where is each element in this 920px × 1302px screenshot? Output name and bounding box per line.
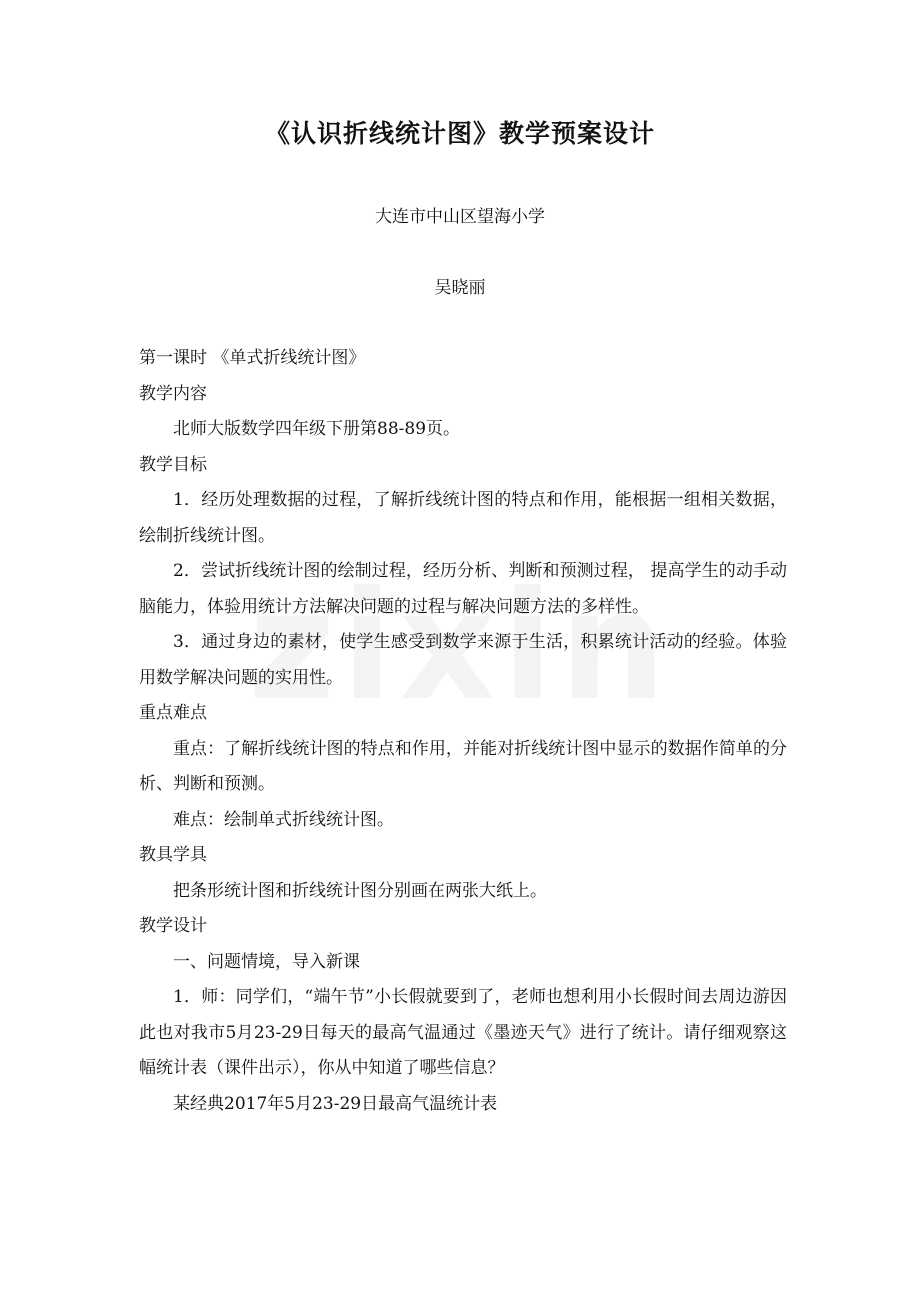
lesson-heading: 第一课时 《单式折线统计图》 [139,348,366,368]
section-heading-design: 教学设计 [139,916,207,936]
section-heading-goals: 教学目标 [139,454,207,475]
section-heading-key-points: 重点难点 [139,703,207,723]
paragraph-goal-2: 2．尝试折线统计图的绘制过程，经历分析、判断和预测过程， 提高学生的动手动脑能力，体验用统计方法解决问题的过程与解决问题方法的多样性。 [139,561,787,617]
author-name: 吴晓丽 [434,278,486,298]
school-name: 大连市中山区望海小学 [375,207,545,227]
section-heading-content: 教学内容 [139,383,207,404]
document-body [139,341,787,1122]
section-heading-materials: 教具学具 [139,845,207,865]
document-title: 《认识折线统计图》教学预案设计 [264,119,655,148]
paragraph-key-point: 重点：了解折线统计图的特点和作用，并能对折线统计图中显示的数据作简单的分析、判断和预测。 [139,738,787,794]
paragraph-materials: 把条形统计图和折线统计图分别画在两张大纸上。 [173,880,547,901]
paragraph-difficulty: 难点：绘制单式折线统计图。 [173,809,394,830]
paragraph-design-question: 1．师：同学们，“端午节”小长假就要到了，老师也想利用小长假时间去周边游因此也对我市5月23-29日每天的最高气温通过《墨迹天气》进行了统计。请仔细观察这幅统计表（课件出示），你从中知道了哪些信息？ [139,987,787,1078]
paragraph-content: 北师大版数学四年级下册第88-89页。 [173,419,461,439]
paragraph-design-step-1: 一、问题情境，导入新课 [173,951,360,972]
table-caption: 某经典2017年5月23-29日最高气温统计表 [173,1093,498,1114]
paragraph-goal-3: 3．通过身边的素材，使学生感受到数学来源于生活，积累统计活动的经验。体验用数学解决问题的实用性。 [139,632,787,688]
paragraph-goal-1: 1．经历处理数据的过程，了解折线统计图的特点和作用，能根据一组相关数据，绘制折线统计图。 [139,490,787,546]
